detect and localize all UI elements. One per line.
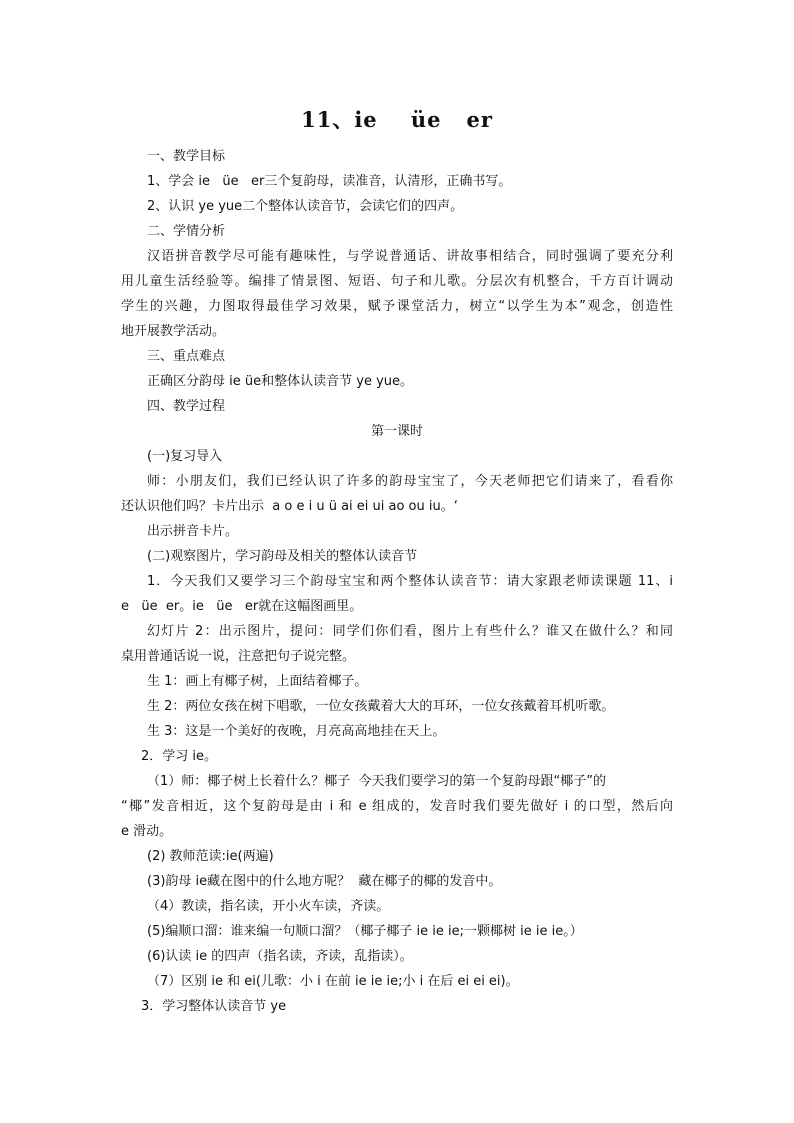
- paragraph-line: 1．今天我们又要学习三个韵母宝宝和两个整体认读音节：请大家跟老师读课题 11、i: [147, 574, 673, 589]
- subsection-title: 第一课时: [370, 424, 423, 439]
- paragraph-line: 2、认识 ye yue二个整体认读音节，会读它们的四声。: [147, 199, 464, 214]
- section-heading: 三、重点难点: [147, 349, 226, 364]
- paragraph-line: 幻灯片 2：出示图片，提问：同学们你们看，图片上有些什么？谁又在做什么？和同: [147, 624, 673, 639]
- paragraph-line: 1、学会 ie üe er三个复韵母，读准音，认清形，正确书写。: [147, 174, 512, 189]
- subheading: (二)观察图片，学习韵母及相关的整体认读音节: [147, 549, 418, 564]
- paragraph-line: （4）教读，指名读，开小火车读，齐读。: [147, 899, 390, 914]
- paragraph-line: 桌用普通话说一说，注意把句子说完整。: [121, 649, 356, 664]
- section-heading: 二、学情分析: [147, 224, 226, 239]
- subheading: (一)复习导入: [147, 449, 223, 464]
- paragraph-line: 汉语拼音教学尽可能有趣味性，与学说普通话、讲故事相结合，同时强调了要充分利: [147, 249, 673, 264]
- paragraph-line: 生 2：两位女孩在树下唱歌，一位女孩戴着大大的耳环，一位女孩戴着耳机听歌。: [147, 699, 615, 714]
- paragraph-line: 师：小朋友们，我们已经认识了许多的韵母宝宝了，今天老师把它们请来了，看看你: [147, 474, 673, 489]
- paragraph-line: （1）师：椰子树上长着什么？椰子 今天我们要学习的第一个复韵母跟“椰子”的: [147, 774, 607, 789]
- paragraph-line: (5)编顺口溜：谁来编一句顺口溜？（椰子椰子 ie ie ie;一颗椰树 ie ie ie。）: [147, 924, 583, 939]
- paragraph-line: 还认识他们吗？卡片出示 a o e i u ü ai ei ui ao ou iu。‘: [121, 499, 458, 514]
- paragraph-line: 用儿童生活经验等。编排了情景图、短语、句子和儿歌。分层次有机整合，千方百计调动: [121, 274, 673, 289]
- paragraph-line: （7）区别 ie 和 ei(儿歌：小 i 在前 ie ie ie;小 i 在后 ei ei ei)。: [147, 974, 519, 989]
- paragraph-line: 3．学习整体认读音节 ye: [141, 999, 287, 1014]
- paragraph-line: (3)韵母 ie藏在图中的什么地方呢？ 藏在椰子的椰的发音中。: [147, 874, 502, 889]
- lesson-title: 11、ie üe er: [301, 107, 493, 132]
- paragraph-line: 学生的兴趣，力图取得最佳学习效果，赋予课堂活力，树立“以学生为本”观念，创造性: [121, 299, 673, 314]
- paragraph-line: (2) 教师范读:ie(两遍): [147, 849, 274, 864]
- paragraph-line: 地开展教学活动。: [121, 324, 226, 339]
- paragraph-line: (6)认读 ie 的四声（指名读，齐读，乱指读）。: [147, 949, 413, 964]
- paragraph-line: 生 1：画上有椰子树，上面结着椰子。: [147, 674, 368, 689]
- section-heading: 四、教学过程: [147, 399, 226, 414]
- paragraph-line: e 滑动。: [121, 824, 173, 839]
- paragraph-line: 正确区分韵母 ie üe和整体认读音节 ye yue。: [147, 374, 413, 389]
- paragraph-line: 出示拼音卡片。: [147, 524, 239, 539]
- paragraph-line: “椰”发音相近，这个复韵母是由 i 和 e 组成的，发音时我们要先做好 i 的口型，然后向: [121, 799, 673, 814]
- document-body: [121, 144, 673, 1019]
- section-heading: 一、教学目标: [147, 149, 226, 164]
- paragraph-line: 2．学习 ie。: [141, 749, 218, 764]
- paragraph-line: 生 3：这是一个美好的夜晚，月亮高高地挂在天上。: [147, 724, 446, 739]
- paragraph-line: e üe er。ie üe er就在这幅图画里。: [121, 599, 363, 614]
